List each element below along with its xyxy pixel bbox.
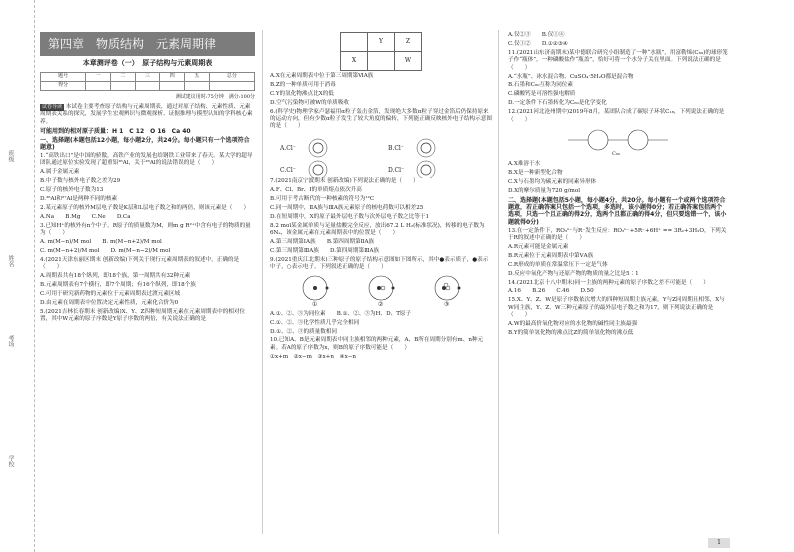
option: A.16 B.26 C.46 D.50 — [508, 288, 594, 295]
option: A.X难溶于水 — [508, 160, 541, 167]
question-12: 12.(2021河北沧州期中)2019年8月，某团队合成了碳原子环状C₁₈，下列说法正确的是（ ） — [508, 109, 725, 123]
column-2 — [270, 32, 492, 363]
question-4: 4.(2021天津东丽区期末 创新改编)下列关于现行元素周期表的叙述中，正确的是（ ） — [40, 256, 240, 271]
gutter-label-class: 班级 — [7, 150, 14, 162]
question-7: 7.(2021南京宁波期末 创新改编)下列说法正确的是（ ） — [270, 178, 419, 185]
option: A.第三周期第ⅠA族 B.第四周期第ⅡA族 — [270, 239, 375, 246]
option: A.W的最高价氧化物对应的水化物的碱性同主族最强 — [508, 321, 638, 328]
periodic-grid: Y Z X W — [340, 32, 422, 71]
fig6-label: A.Cl⁻ — [280, 145, 296, 153]
option: C. m(M−n+2)/M mol D. m(M−n−2)/M mol — [40, 247, 171, 254]
score-cell: 四 — [160, 73, 185, 82]
option: D.²⁶Al和²⁷Al是两种不同的核素 — [40, 195, 118, 202]
option: B.可用于考古断代的一种核素的符号为¹²C — [270, 196, 375, 203]
option: C.原子的核外电子数为13 — [40, 187, 104, 194]
option: B.中子数与核外电子数之差为29 — [40, 178, 121, 185]
fig6-label: B.Cl⁻ — [388, 145, 404, 153]
chapter-title: 第四章 物质结构 元素周期律 — [40, 32, 255, 56]
option: C.仅①② D.①②③④ — [508, 40, 568, 47]
gutter-label-name: 姓名 — [7, 255, 14, 267]
unit-title: 本章测评卷（一） 原子结构与元素周期表 — [82, 59, 213, 67]
question-3: 3.已知H⁺的核外有n个中子，R原子的质量数为M，则m g R²⁺中含有电子的物质的量为（ ） — [40, 222, 251, 237]
fig9-label: ③ — [444, 301, 450, 308]
question-13: 13.在一定条件下，RO₃ⁿ⁻与R⁻发生反应：RO₃ⁿ⁻+5R⁻+6H⁺ == 3R₂+3H₂O，下列关于R的叙述中正确的是（ ） — [508, 227, 727, 242]
score-cell: 一 — [86, 73, 111, 82]
figure-9 — [270, 273, 492, 307]
option: D.空气污染物可被W的单质吸收 — [270, 99, 349, 106]
option: D.反应中氧化产物与还原产物的物质的量之比是5∶1 — [508, 270, 639, 277]
column-3 — [508, 32, 728, 339]
score-row-label: 得分 — [41, 82, 86, 91]
option: D.由元素在周期表中位置决定元素性质，元素化合价为0 — [40, 299, 179, 306]
figure-12 — [508, 125, 728, 157]
option: ①x+m ②x−m ③x+n ④x−n — [270, 353, 357, 360]
option: B.Z的一种单质可用于消毒 — [270, 81, 336, 88]
option: A.周期表共有18个纵列，即18个族，第一周期共有32种元素 — [40, 273, 191, 280]
figure-6 — [270, 132, 492, 178]
option: C.①、②、③化学性质几乎完全相同 — [270, 319, 360, 326]
option: C.R形成的单质在常温常压下一定是气体 — [508, 261, 608, 268]
question-9: 9.(2021重庆江北期末)三种原子的原子结构示意图如下图所示，其中●表示质子，●表示中子，○表示电子。下列叙述正确的是（ ） — [270, 257, 489, 271]
question-8: 8.2 mol某金属单质与足量盐酸完全反应，放出67.2 L H₂(标准状况)，转移的电子数为6Nₐ，该金属元素在元素周期表中的位置是（ ） — [270, 222, 485, 237]
question-11: 11.(2021山东济南期末)某中德联合研究小组制造了一种“水瓶”，用富勒烯(C₆₀)的球形笼子作“瓶体”，一种磷酸盐作“瓶盖”，恰好可将一个水分子关在里面。下列说法正确的是（ ） — [508, 49, 728, 71]
option: A.①、②、③为同位素 B.①、②、③为H、D、T原子 — [270, 310, 412, 317]
question-6: 6.(科学史)物理学家卢瑟福用α粒子轰击金箔，发现绝大多数α粒子穿过金箔后仍保持原来的运动方向，但有少数α粒子发生了较大角度的偏转，下列能正确反映核外电子结构示意图的是（ ） — [270, 108, 492, 130]
option: D.在短周期中，X的原子最外层电子数与次外层电子数之比等于1 — [270, 213, 430, 220]
option: B.Y的简单氢化物的沸点比Z的简单氢化物的沸点低 — [508, 330, 634, 336]
question-14: 14.(2021北京十八中期末)同一主族的两种元素的原子序数之差不可能是（ ） — [508, 279, 709, 286]
option: A.Na B.Mg C.Ne D.Ca — [40, 213, 131, 220]
fig6-label: C.Cl⁻ — [280, 167, 296, 175]
fig6-label: D.Cl⁻ — [388, 167, 405, 175]
fig12-label: C₆₀ — [612, 151, 620, 158]
option: A.X在元素周期表中位于第三周期第ⅥA族 — [270, 73, 374, 79]
option: D.X的摩尔质量为720 g/mol — [508, 187, 580, 194]
option: C.磷酸钙是可溶性强电解质 — [508, 91, 576, 98]
option: A.属于金属元素 — [40, 169, 80, 176]
option: A.R元素可能是金属元素 — [508, 243, 569, 250]
test-time: 测试建议用时:75分钟 满分:100分 — [175, 94, 255, 100]
question-2: 2.某元素原子的核外M层电子数是K层和L层电子数之和的两倍，则该元素是（ ） — [40, 204, 250, 211]
gutter-label-room: 考场 — [7, 335, 14, 347]
score-cell: 总分 — [209, 73, 254, 82]
score-table — [40, 72, 255, 91]
atom-structure-figure — [270, 132, 492, 178]
option: B.石墨和C₆₀互称为同位素 — [508, 82, 573, 89]
score-cell: 五 — [185, 73, 210, 82]
option: C.X与石墨均为碳元素的同素异形体 — [508, 178, 597, 185]
option: C.可用于研究新药物的元素位于元素周期表过渡元素区域 — [40, 290, 181, 297]
page-number: 1 — [708, 538, 730, 548]
column-1: 试卷导读 本试卷主要考查原子结构与元素周期表，通过对原子结构、元素性质、元素周期表关系的探究，发展学生宏观辨识与微观探析、证据推理与模型认知的学科核心素养。 可能用到的相对原子质量：H 1 C 12 O 16 Ca 40 一、选择题(本题包括12小题，每小题2分，共24分。每小题只有一个选项符合题意) 1.“高铁出口”是中国的骄傲，高铁产业的发展也给钢铁工业带来了春天。某大学的超导团队通过原位实验发现了超重铝²⁶Al，关于²⁶Al的说法错误的是（ ） A.属于金属元素 B.中子数与核外电子数之差为29 C.原子的核外电子数为13 D.²⁶Al和²⁷Al是两种不同的核素 2.某元素原子的核外M层电子数是K层和L层电子数之和的两倍，则该元素是（ ） A.Na B.Mg C.Ne D.Ca 3.已知H⁺的核外有n个中子，R原子的质量数为M，则m g R²⁺中含有电子的物质的量为（ ） A. m(M−n)/M mol B. m(M−n+2)/M mol C. m(M−n+2)/M mol D. m(M−n−2)/M mol 4.(2021天津东丽区期末 创新改编)下列关于现行元素周期表的叙述中，正确的是（ ） A.周期表共有18个纵列，即18个族，第一周期共有32种元素 B.元素周期表有7个横行，即7个周期；有16个纵列，即18个族 C.可用于研究新药物的元素位于元素周期表过渡元素区域 D.由元素在周期表中位置决定元素性质，元素化合价为0 5.(2021吉林长春期末 创新改编)X、Y、Z四种短周期元素在元素周期表中的相对位置，其中W元素的原子序数是Y原子序数的两倍，有关说法正确的是 — [40, 104, 255, 325]
question-10: 10.已知A、B是元素周期表中同主族相邻的两种元素，A、B所在周期分别有m、n种元素。若A的原子序数为x，则B的原子序数可能是（ ） — [270, 337, 484, 351]
option: A. m(M−n)/M mol B. m(M−n+2)/M mol — [40, 239, 162, 245]
option: A.仅②③ B.仅①④ — [508, 32, 565, 38]
option: A.“水瓶”、冰水混合物、CuSO₄·5H₂O都是混合物 — [508, 73, 634, 80]
score-cell: 二 — [110, 73, 135, 82]
atomic-masses: 可能用到的相对原子质量：H 1 C 12 O 16 Ca 40 — [40, 127, 191, 135]
intro-text: 本试卷主要考查原子结构与元素周期表，通过对原子结构、元素性质、元素周期表关系的探究，发展学生宏观辨识与微观探析、证据推理与模型认知的学科核心素养。 — [40, 104, 253, 125]
option: C.第三周期第ⅢA族 D.第四周期第ⅢA族 — [270, 248, 380, 255]
score-cell: 题号 — [41, 73, 86, 82]
option: C.Y的氢化物沸点比X的低 — [270, 90, 334, 97]
option: B.R元素位于元素周期表中第ⅤA族 — [508, 252, 594, 259]
fig9-label: ② — [378, 301, 384, 308]
question-5: 5.(2021吉林长春期末 创新改编)X、Y、Z四种短周期元素在元素周期表中的相对位置，其中W元素的原子序数是Y原子序数的两倍，有关说法正确的是 — [40, 308, 246, 323]
option: B.元素周期表有7个横行，即7个周期；有16个纵列，即18个族 — [40, 282, 196, 289]
score-cell: 三 — [135, 73, 160, 82]
question-1: 1.“高铁出口”是中国的骄傲，高铁产业的发展也给钢铁工业带来了春天。某大学的超导团队通过原位实验发现了超重铝²⁶Al，关于²⁶Al的说法错误的是（ ） — [40, 152, 253, 167]
binding-gutter — [0, 0, 35, 552]
option: C.同一周期中，ⅡA族与ⅢA族元素原子的核电荷数可以相差25 — [270, 205, 424, 212]
gutter-label-school: 学校 — [7, 455, 14, 467]
option: A.F、Cl、Br、I的单质熔点依次升高 — [270, 187, 362, 194]
option: D.一定条件下石墨转化为C₆₀是化学变化 — [508, 100, 607, 107]
section-1-heading: 一、选择题(本题包括12小题，每小题2分，共24分。每小题只有一个选项符合题意) — [40, 136, 250, 152]
option: B.X是一种新型化合物 — [508, 169, 563, 176]
fig9-label: ① — [312, 301, 318, 308]
question-15: 15.X、Y、Z、W是原子序数依次增大的四种短周期主族元素。Y与Z同周期且相邻，X与W同主族，Y、Z、W三种元素原子的最外层电子数之和为17，则下列说法正确的是（ ） — [508, 297, 725, 319]
option: D.①、②、③的质量数相同 — [270, 328, 338, 335]
section-2-heading: 二、选择题(本题包括5小题，每小题4分，共20分。每小题有一个或两个选项符合题意，若正确答案只包括一个选项，多选时，该小题得0分；若正确答案包括两个选项，只选一个且正确的得2分，选两个且都正确的得4分，但只要选错一个，该小题就得0分) — [508, 196, 727, 226]
